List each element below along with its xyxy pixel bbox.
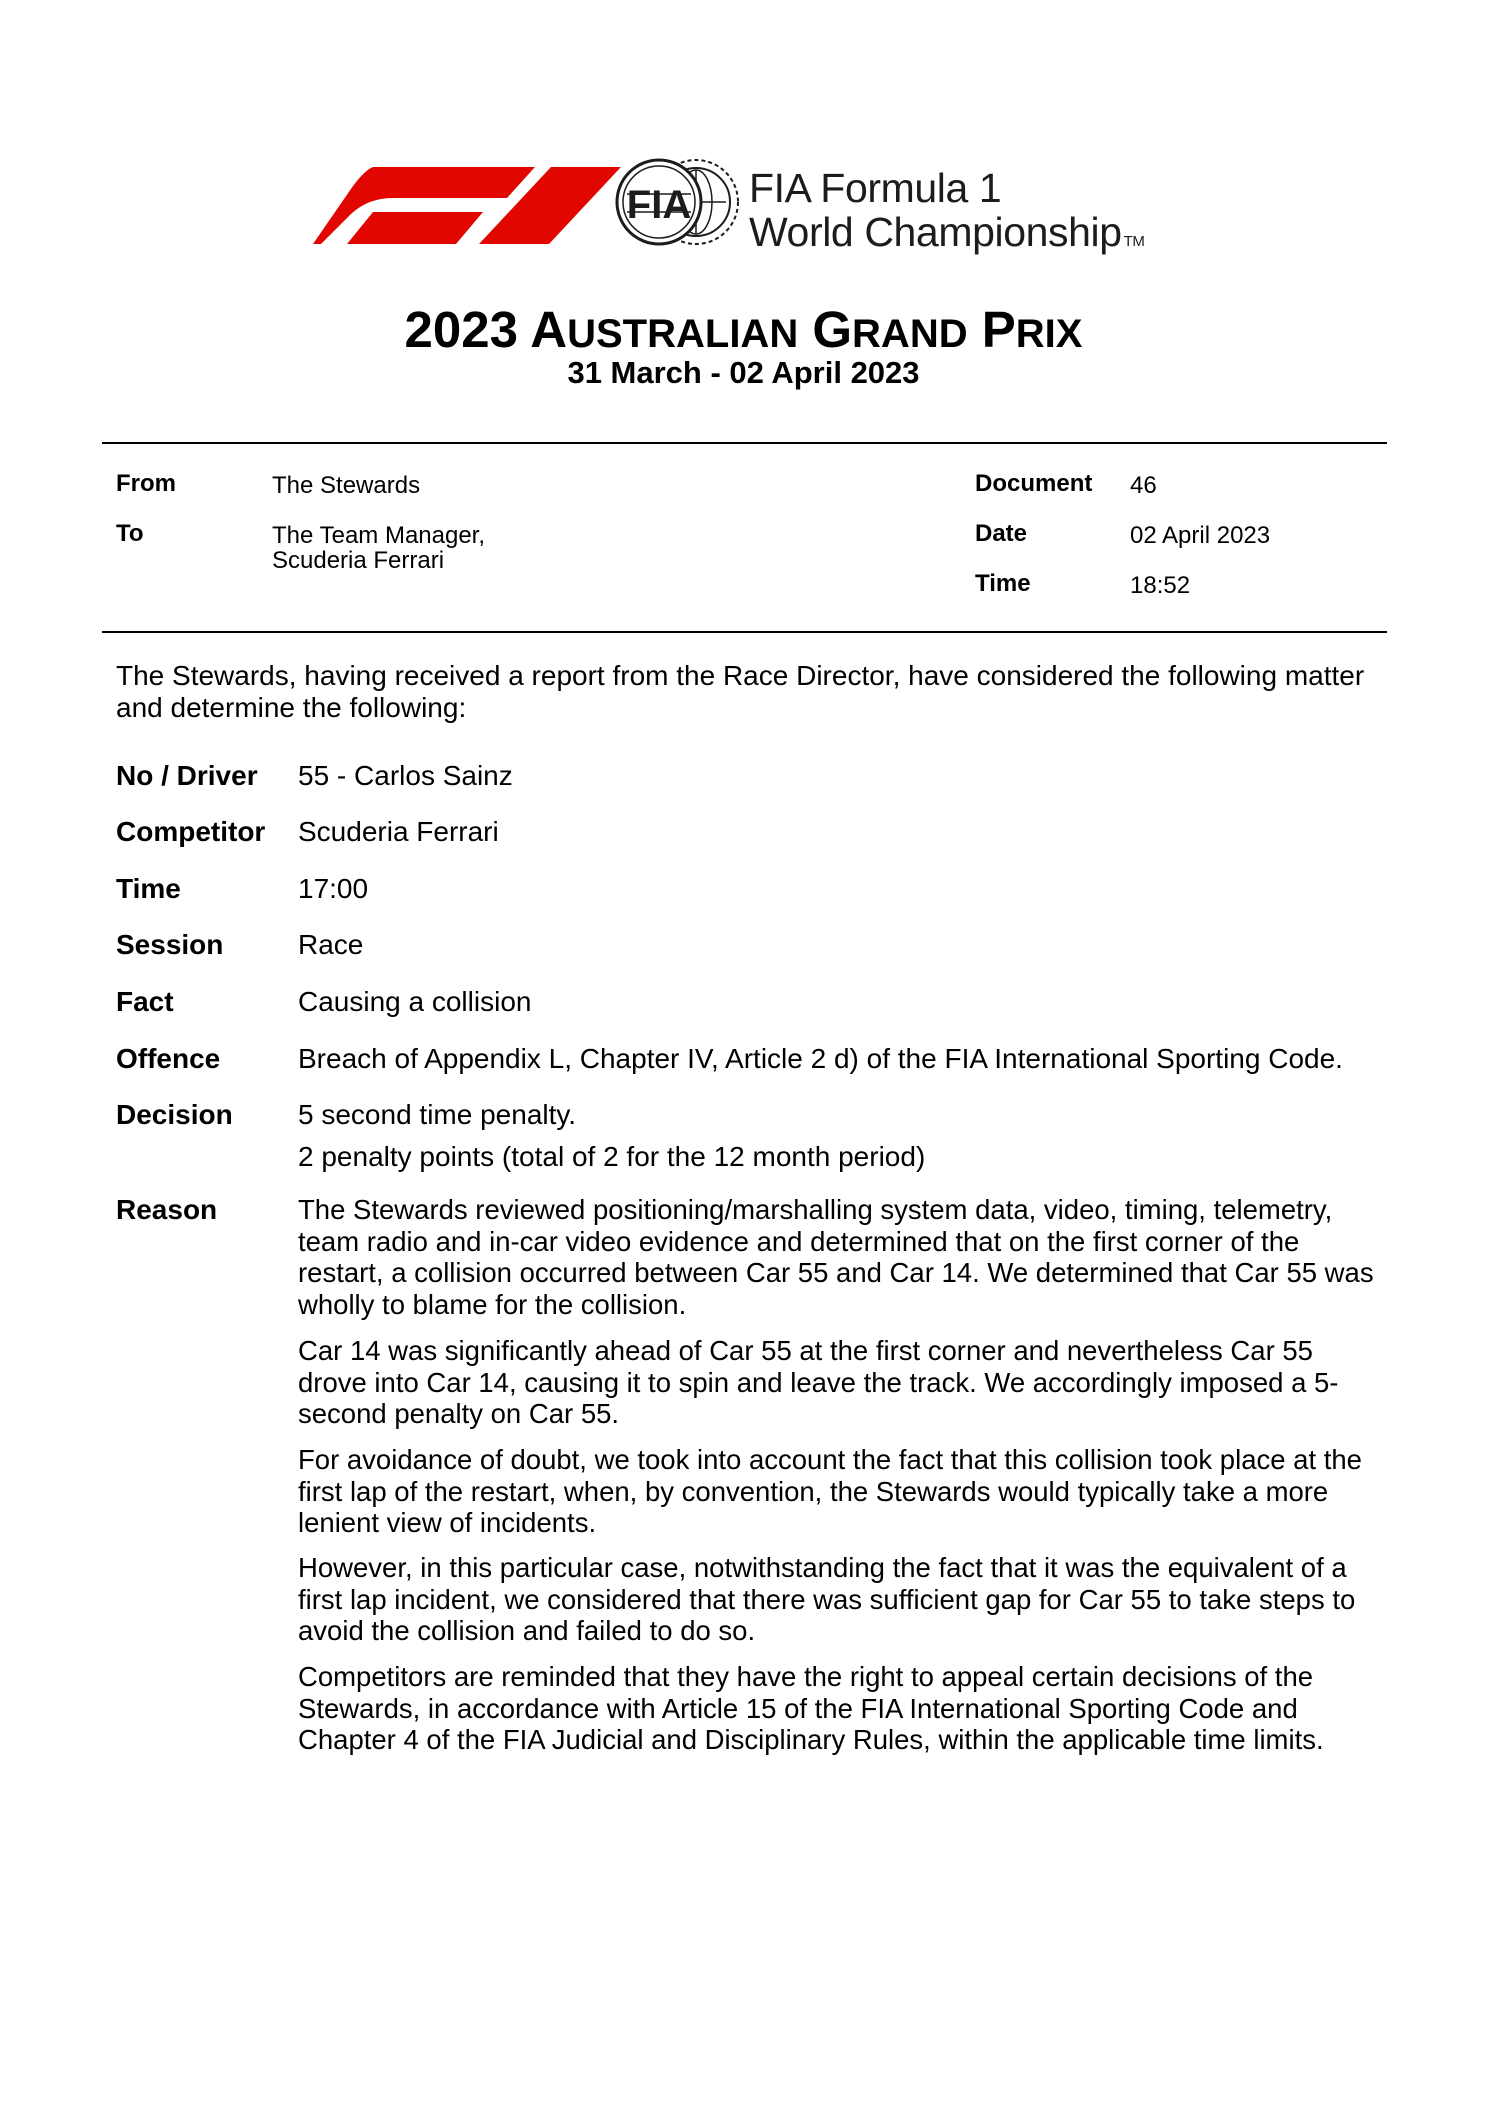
driver-value: 55 - Carlos Sainz bbox=[298, 760, 513, 791]
divider-bottom bbox=[102, 631, 1387, 633]
fact-value: Causing a collision bbox=[298, 986, 532, 1017]
reason-paragraph: Car 14 was significantly ahead of Car 55 at the first corner and nevertheless Car 55 drove into Car 14, causing it to spin and leave the track. We accordingly imposed a 5-second penalty on Car 55. bbox=[298, 1335, 1339, 1429]
to-value-line-2: Scuderia Ferrari bbox=[272, 547, 445, 574]
competitor-value: Scuderia Ferrari bbox=[298, 816, 499, 847]
document-label: Document bbox=[975, 470, 1093, 497]
championship-name bbox=[749, 166, 1144, 264]
offence-label: Offence bbox=[116, 1043, 221, 1074]
event-word-3: PRIX bbox=[981, 301, 1083, 358]
championship-line-1: FIA Formula 1 bbox=[749, 165, 1002, 211]
decision-label: Decision bbox=[116, 1099, 233, 1130]
time-label: Time bbox=[975, 570, 1031, 597]
driver-label: No / Driver bbox=[116, 760, 258, 791]
fact-label: Fact bbox=[116, 986, 174, 1017]
intro-text: The Stewards, having received a report from the Race Director, have considered the following matter and determine the following: bbox=[116, 660, 1365, 723]
time-value: 18:52 bbox=[1130, 572, 1191, 599]
time-field-label: Time bbox=[116, 873, 181, 904]
event-word-2: GRAND bbox=[812, 301, 968, 358]
decision-line-1: 5 second time penalty. bbox=[298, 1099, 577, 1130]
divider-top bbox=[102, 442, 1387, 444]
event-word-1: AUSTRALIAN bbox=[530, 301, 799, 358]
event-dates: 31 March - 02 April 2023 bbox=[567, 355, 920, 390]
decision-line-2: 2 penalty points (total of 2 for the 12 month period) bbox=[298, 1141, 926, 1172]
document-value: 46 bbox=[1130, 472, 1157, 499]
reason-paragraph: However, in this particular case, notwithstanding the fact that it was the equivalent of a first lap incident, we considered that there was sufficient gap for Car 55 to take steps to avoid the collision and failed to do so. bbox=[298, 1552, 1356, 1646]
reason-paragraph: Competitors are reminded that they have the right to appeal certain decisions of the Stewards, in accordance with Article 15 of the FIA International Sporting Code and Chapter 4 of the FIA Judicial and Disciplinary Rules, within the applicable time limits. bbox=[298, 1661, 1324, 1755]
from-value: The Stewards bbox=[272, 472, 421, 499]
session-label: Session bbox=[116, 929, 224, 960]
f1-logo-icon bbox=[313, 164, 623, 246]
championship-line-2-text: World Championship bbox=[749, 209, 1122, 255]
reason-label: Reason bbox=[116, 1194, 218, 1225]
f1-logo-stripe-lower bbox=[347, 212, 483, 244]
f1-fia-logo bbox=[313, 156, 1213, 255]
reason-paragraph: The Stewards reviewed positioning/marshalling system data, video, timing, telemetry, team radio and in-car video evidence and determined that on the first corner of the restart, a collision occurred between Car 55 and Car 14. We determined that Car 55 was wholly to blame for the collision. bbox=[298, 1194, 1374, 1320]
fia-seal-icon bbox=[613, 156, 743, 248]
reason-paragraph: For avoidance of doubt, we took into account the fact that this collision took place at the first lap of the restart, when, by convention, the Stewards would typically take a more lenient view of incidents. bbox=[298, 1444, 1362, 1538]
date-label: Date bbox=[975, 520, 1028, 547]
championship-line-2 bbox=[749, 210, 1144, 264]
session-value: Race bbox=[298, 929, 364, 960]
to-value-line-1: The Team Manager, bbox=[272, 522, 486, 549]
svg-text:FIA: FIA bbox=[626, 183, 692, 227]
to-label: To bbox=[116, 520, 144, 547]
event-year: 2023 bbox=[404, 301, 518, 358]
time-field-value: 17:00 bbox=[298, 873, 369, 904]
date-value: 02 April 2023 bbox=[1130, 522, 1271, 549]
from-label: From bbox=[116, 470, 176, 497]
offence-value: Breach of Appendix L, Chapter IV, Article 2 d) of the FIA International Sporting Code. bbox=[298, 1043, 1343, 1074]
trademark-symbol: TM bbox=[1123, 233, 1145, 250]
competitor-label: Competitor bbox=[116, 816, 266, 847]
